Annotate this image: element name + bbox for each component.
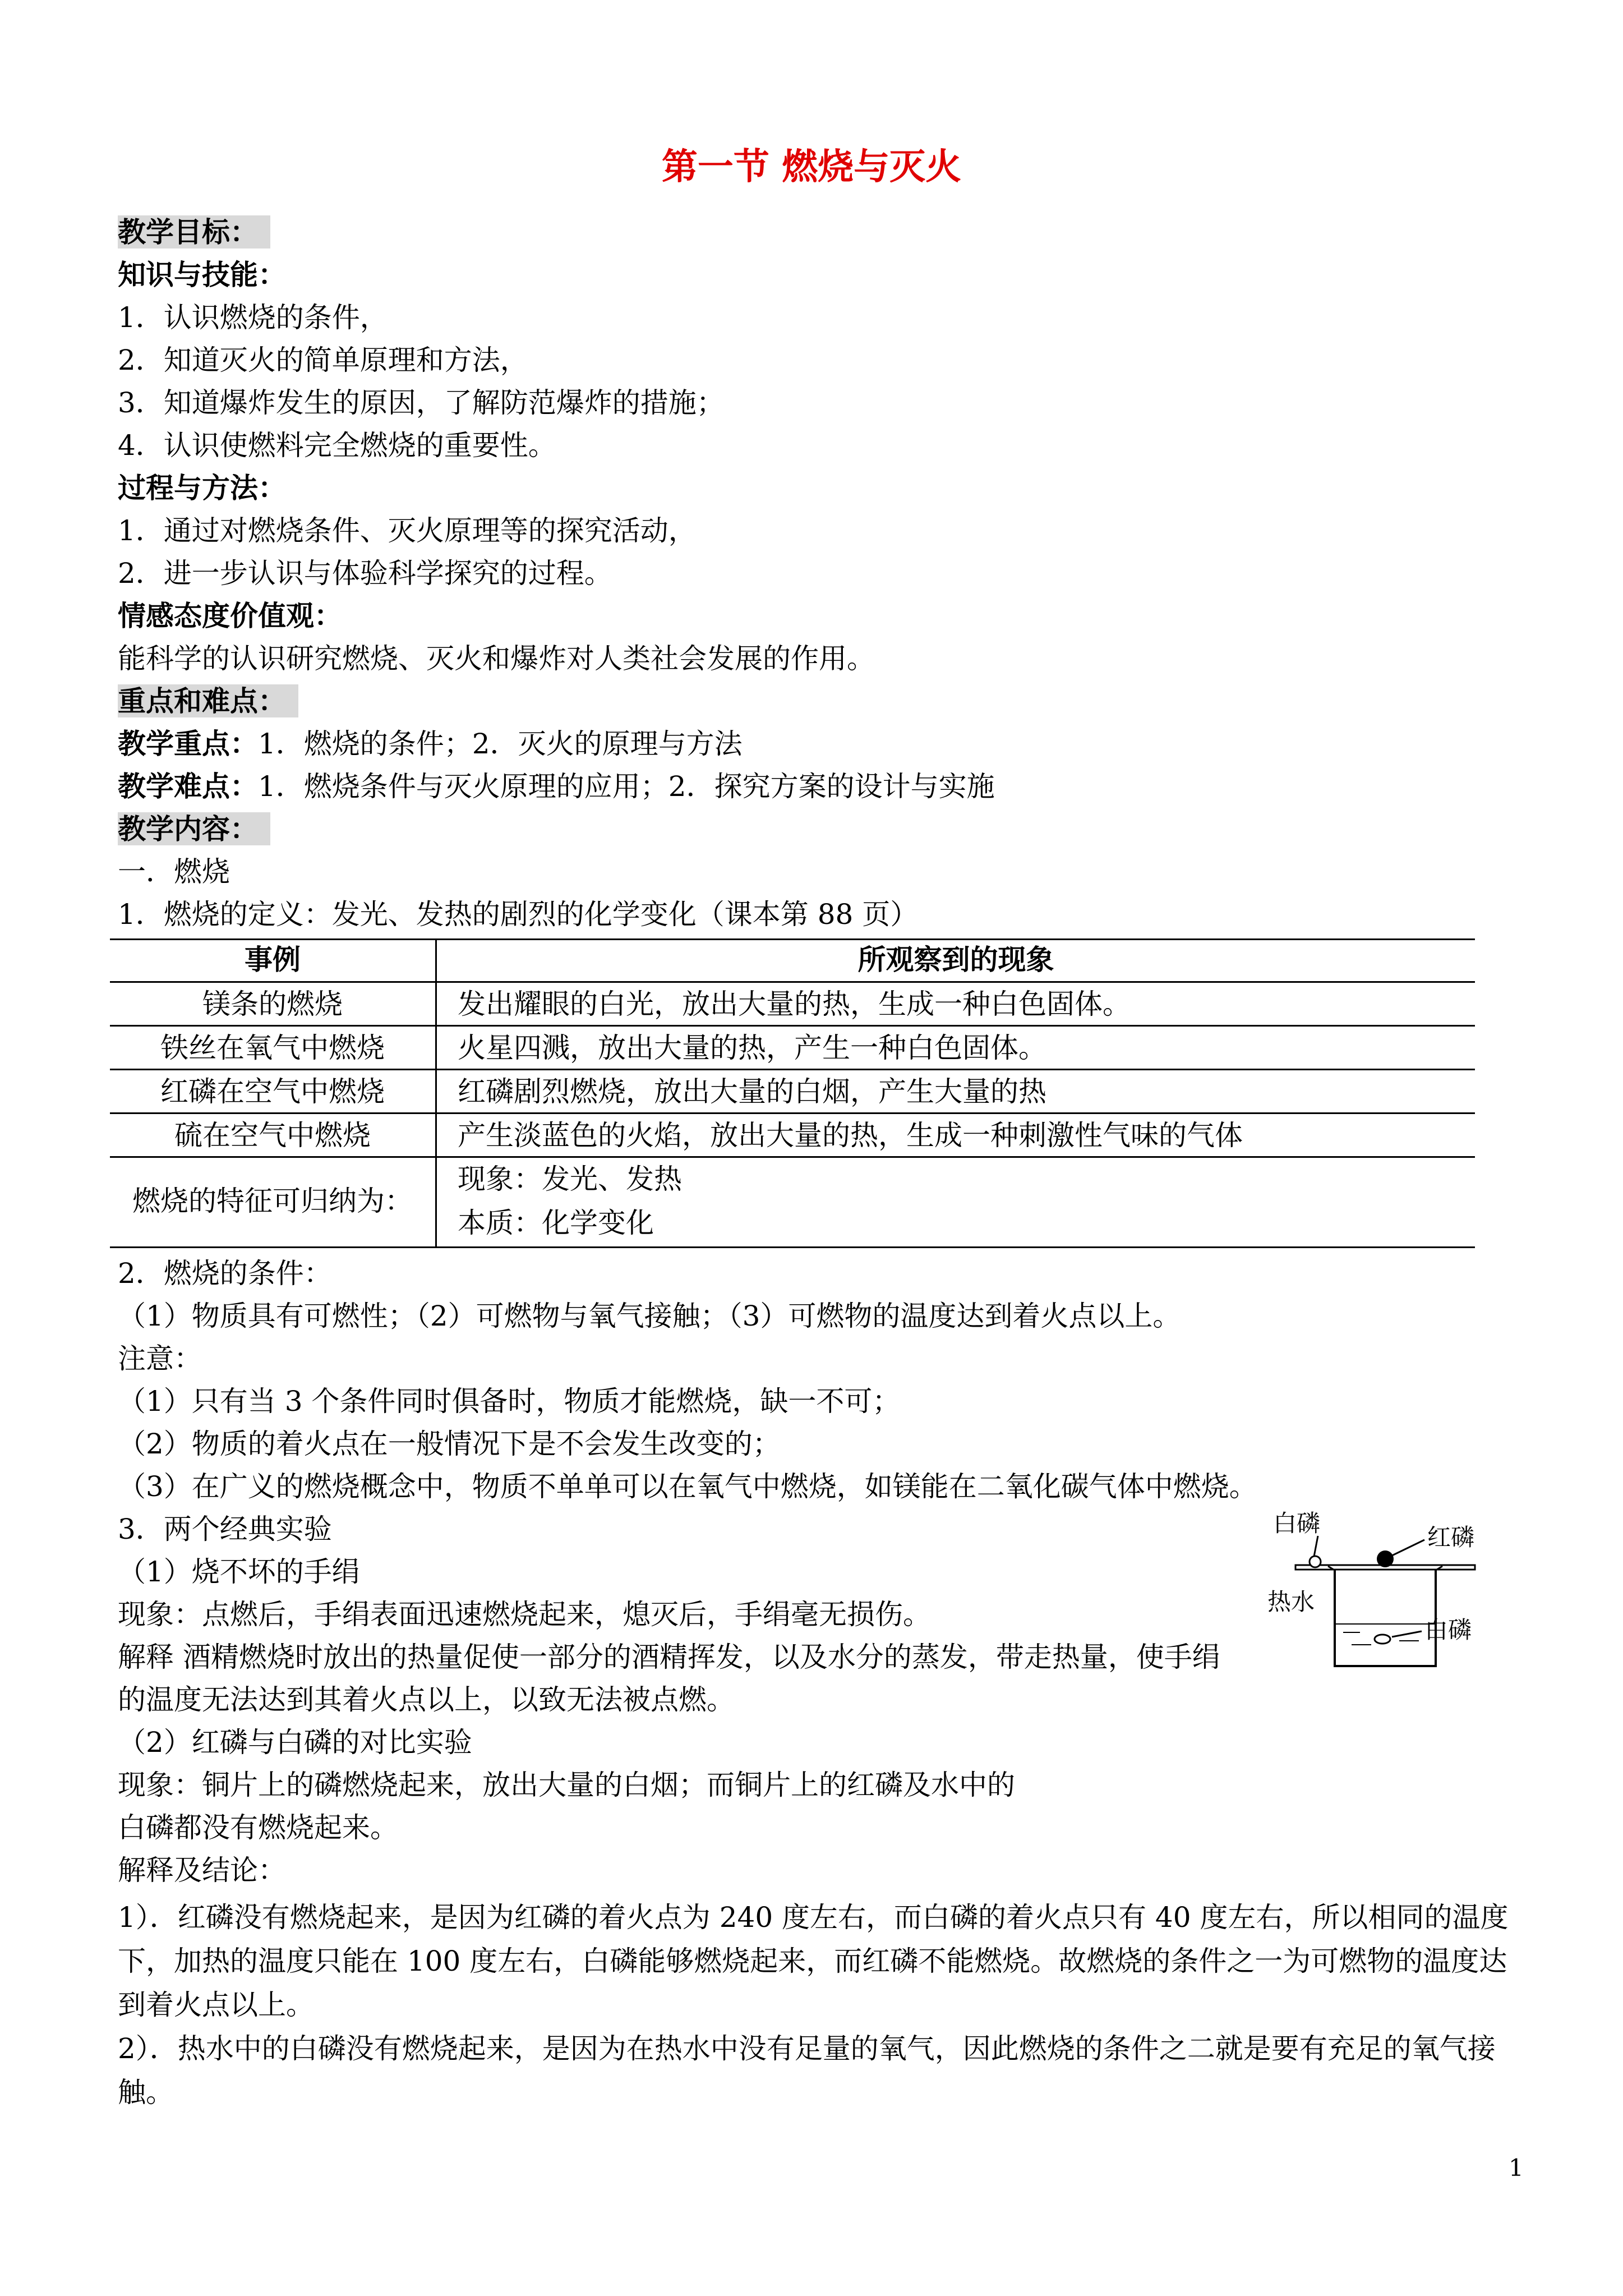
- key-text: 1．燃烧的条件；2．灭火的原理与方法: [258, 728, 743, 760]
- table-summary-line-1: 现象：发光、发热: [458, 1163, 682, 1195]
- part1-heading: 一．燃烧: [118, 855, 230, 888]
- table-row-1-phenomenon: 发出耀眼的白光，放出大量的热，生成一种白色固体。: [458, 988, 1131, 1020]
- key-point-line: [118, 726, 743, 761]
- figure-label-red-phosphorus: 红磷: [1427, 1524, 1475, 1551]
- exp2-phenomenon-1: 现象：铜片上的磷燃烧起来，放出大量的白烟；而铜片上的红磷及水中的: [118, 1769, 1015, 1801]
- content-heading: 教学内容：: [118, 812, 270, 846]
- table-row-2-phenomenon: 火星四溅，放出大量的热，产生一种白色固体。: [458, 1032, 1046, 1064]
- table-header-phenomenon: 所观察到的现象: [857, 943, 1054, 976]
- definition-text: 1．燃烧的定义：发光、发热的剧烈的化学变化（课本第 88 页）: [118, 898, 919, 931]
- knowledge-item-2: 2．知道灭火的简单原理和方法，: [118, 344, 528, 376]
- process-item-1: 1．通过对燃烧条件、灭火原理等的探究活动，: [118, 514, 697, 547]
- emotion-heading: 情感态度价值观：: [118, 599, 342, 632]
- process-item-2: 2．进一步认识与体验科学探究的过程。: [118, 557, 612, 590]
- table-summary-line-2: 本质：化学变化: [458, 1207, 654, 1239]
- process-heading: 过程与方法：: [118, 471, 286, 504]
- combustion-table: [110, 938, 1475, 1248]
- exp2-phenomenon-2: 白磷都没有燃烧起来。: [118, 1811, 398, 1844]
- red-phosphorus-icon: [1377, 1550, 1394, 1567]
- knowledge-item-1: 1．认识燃烧的条件，: [118, 301, 388, 334]
- figure-label-white-phosphorus-top: 白磷: [1273, 1510, 1321, 1537]
- key-label: 教学重点：: [118, 727, 258, 760]
- conditions-heading: 2．燃烧的条件：: [118, 1257, 332, 1290]
- conclusion-label: 解释及结论：: [118, 1854, 286, 1887]
- note-label: 注意：: [118, 1342, 202, 1375]
- page-number: 1: [1509, 2154, 1524, 2182]
- knowledge-heading: 知识与技能：: [118, 258, 286, 291]
- conclusion-1: 1）．红磷没有燃烧起来，是因为红磷的着火点为 240 度左右，而白磷的着火点只有 40 度左右，所以相同的温度下，加热的温度只能在 100 度左右，白磷能够燃烧起来，而红磷不能燃烧。故燃烧的条件之一为可燃物的温度达到着火点以上。: [118, 1901, 1509, 2021]
- exp1-title: （1）烧不坏的手绢: [118, 1556, 360, 1588]
- table-row-4-phenomenon: 产生淡蓝色的火焰，放出大量的热，生成一种刺激性气味的气体: [458, 1119, 1243, 1152]
- table-row-4-example: 硫在空气中燃烧: [174, 1119, 371, 1152]
- table-row-3-example: 红磷在空气中燃烧: [160, 1075, 385, 1108]
- leader-line-red: [1390, 1540, 1424, 1557]
- beaker-icon: [1335, 1570, 1436, 1666]
- table-row-3-phenomenon: 红磷剧烈燃烧，放出大量的白烟，产生大量的热: [458, 1075, 1046, 1108]
- conditions-text: （1）物质具有可燃性；（2）可燃物与氧气接触；（3）可燃物的温度达到着火点以上。: [118, 1300, 1181, 1332]
- exp1-phenomenon: 现象：点燃后，手绢表面迅速燃烧起来，熄灭后，手绢毫无损伤。: [118, 1598, 931, 1631]
- note-2: （2）物质的着火点在一般情况下是不会发生改变的；: [118, 1428, 781, 1460]
- phosphorus-experiment-figure: [1262, 1503, 1497, 1672]
- exp1-explain-1: 解释 酒精燃烧时放出的热量促使一部分的酒精挥发，以及水分的蒸发，带走热量，使手绢: [118, 1641, 1220, 1673]
- experiments-heading: 3．两个经典实验: [118, 1513, 332, 1545]
- figure-label-white-phosphorus-bottom: 白磷: [1424, 1616, 1472, 1644]
- table-row-1-example: 镁条的燃烧: [202, 988, 343, 1020]
- difficult-point-line: [118, 769, 995, 804]
- white-phosphorus-in-water-icon: [1375, 1635, 1390, 1644]
- knowledge-item-4: 4．认识使燃料完全燃烧的重要性。: [118, 429, 556, 462]
- goals-heading: 教学目标：: [118, 215, 270, 250]
- page-title: 第一节 燃烧与灭火: [661, 146, 962, 188]
- difficult-text: 1．燃烧条件与灭火原理的应用；2．探究方案的设计与实施: [258, 770, 995, 803]
- difficult-label: 教学难点：: [118, 770, 258, 803]
- table-row-2-example: 铁丝在氧气中燃烧: [160, 1032, 385, 1064]
- exp1-explain-2: 的温度无法达到其着火点以上，以致无法被点燃。: [118, 1683, 735, 1716]
- knowledge-item-3: 3．知道爆炸发生的原因，了解防范爆炸的措施；: [118, 386, 725, 419]
- keypoints-heading: 重点和难点：: [118, 684, 298, 719]
- leader-line-white-bottom: [1392, 1631, 1422, 1637]
- exp2-title: （2）红磷与白磷的对比实验: [118, 1726, 472, 1759]
- note-3: （3）在广义的燃烧概念中，物质不单单可以在氧气中燃烧，如镁能在二氧化碳气体中燃烧。: [118, 1470, 1257, 1503]
- note-1: （1）只有当 3 个条件同时俱备时，物质才能燃烧，缺一不可；: [118, 1385, 901, 1418]
- conclusion-2: 2）．热水中的白磷没有燃烧起来，是因为在热水中没有足量的氧气，因此燃烧的条件之二就是要有充足的氧气接触。: [118, 2032, 1496, 2109]
- figure-label-hot-water: 热水: [1267, 1588, 1315, 1616]
- table-header-example: 事例: [245, 943, 301, 976]
- table-summary-label: 燃烧的特征可归纳为：: [132, 1185, 413, 1217]
- emotion-text: 能科学的认识研究燃烧、灭火和爆炸对人类社会发展的作用。: [118, 642, 875, 675]
- white-phosphorus-icon: [1310, 1556, 1321, 1567]
